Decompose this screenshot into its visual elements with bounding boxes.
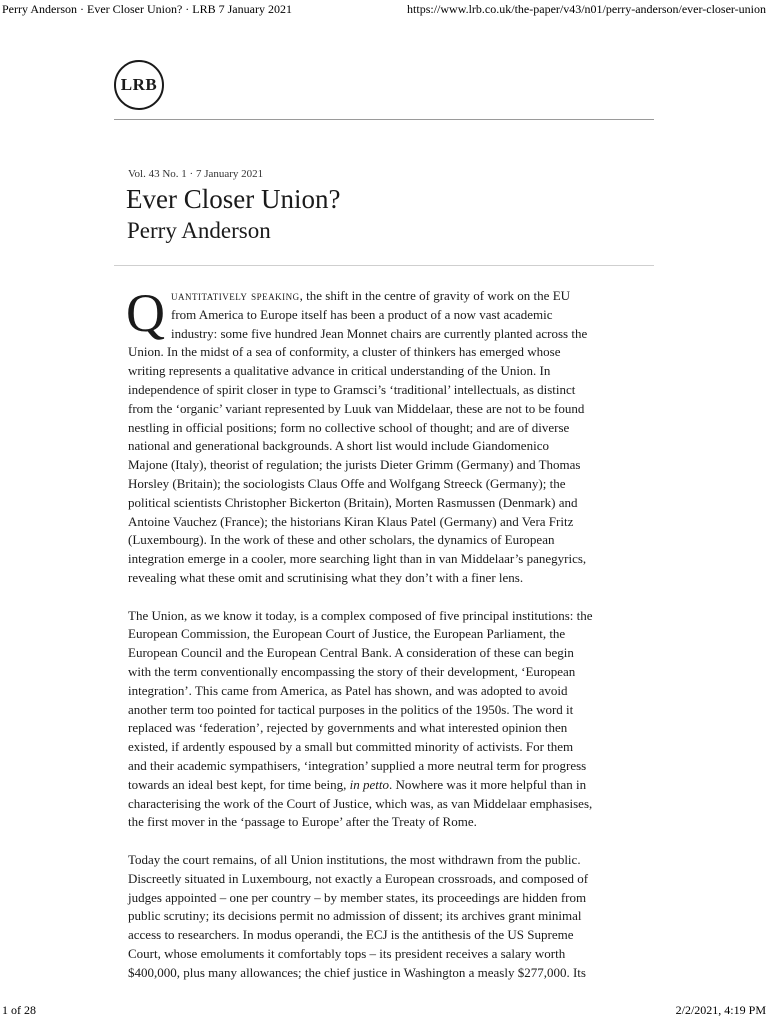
smallcaps-lead: uantitatively speaking	[171, 288, 300, 303]
lrb-logo-text: LRB	[120, 75, 158, 94]
paragraph-3-line: Today the court remains, of all Union institutions, the most withdrawn from the public.	[128, 851, 581, 867]
paragraph-2-line: The Union, as we know it today, is a complex composed of five principal institutions: the	[128, 607, 593, 623]
paragraph-2-line: integration’. This came from America, as Patel has shown, and was adopted to avoid	[128, 682, 568, 698]
paragraph-1-line: political scientists Christopher Bickerton (Britain), Morten Rasmussen (Denmark) and	[128, 494, 578, 510]
italic-line-pre: towards an ideal best kept, for time being,	[128, 776, 350, 792]
article-title: Ever Closer Union?	[126, 184, 341, 214]
paragraph-3-line: judges appointed – one per country – by member states, its proceedings are hidden from	[128, 889, 587, 905]
paragraph-3-line: $400,000, plus many allowances; the chief justice in Washington a measly $277,000. Its	[128, 964, 586, 980]
header-divider	[114, 119, 654, 120]
paragraph-1-line: (Luxembourg). In the work of these and other scholars, the dynamics of European	[128, 532, 555, 548]
page-count: 1 of 28	[2, 1003, 36, 1017]
paragraph-1-line: Union. In the midst of a sea of conformity, a cluster of thinkers has emerged whose	[128, 344, 561, 360]
paragraph-2-line: the first mover in the ‘passage to Europe’ after the Treaty of Rome.	[128, 814, 477, 830]
paragraph-1-line: national and generational backgrounds. A short list would include Giandomenico	[128, 438, 549, 454]
article-body	[126, 283, 642, 1001]
paragraph-2-line-italic	[128, 776, 642, 795]
drop-cap: Q	[126, 283, 165, 343]
print-timestamp: 2/2/2021, 4:19 PM	[675, 1003, 766, 1017]
paragraph-2-line: existed, if ardently espoused by a small but committed minority of activists. For them	[128, 739, 574, 755]
paragraph-1-line: Antoine Vauchez (France); the historians Kiran Klaus Patel (Germany) and Vera Fritz	[128, 513, 574, 529]
paragraph-1-line: nestling in official positions; form no collective school of thought; and are of diverse	[128, 419, 570, 435]
italic-line-post: . Nowhere was it more helpful than in	[389, 776, 587, 792]
print-header-title: Perry Anderson · Ever Closer Union? · LRB 7 January 2021	[2, 2, 292, 16]
print-header	[0, 0, 768, 20]
print-footer	[0, 1002, 768, 1024]
paragraph-1	[126, 283, 642, 588]
issue-line: Vol. 43 No. 1 · 7 January 2021	[128, 168, 264, 180]
paragraph-2-line: European Council and the European Central Bank. A consideration of these can begin	[128, 645, 574, 661]
paragraph-1-line: , the shift in the centre of gravity of work on the EU	[299, 288, 571, 303]
lrb-logo[interactable]	[114, 60, 164, 110]
paragraph-2-line: and their academic sympathisers, ‘integration’ supplied a more neutral term for progress	[128, 757, 587, 773]
paragraph-1-line: Horsley (Britain); the sociologists Claus Offe and Wolfgang Streeck (Germany); the	[128, 475, 566, 491]
paragraph-2-line: another term too pointed for tactical purposes in the politics of the 1950s. The word it	[128, 701, 574, 717]
title-divider	[114, 265, 654, 266]
article-author[interactable]: Perry Anderson	[127, 218, 271, 243]
paragraph-1-line: revealing what these omit and scrutinising what they don’t with a finer lens.	[128, 569, 524, 585]
print-header-url[interactable]: https://www.lrb.co.uk/the-paper/v43/n01/perry-anderson/ever-closer-union	[407, 2, 766, 16]
paragraph-2	[128, 607, 642, 833]
paragraph-3	[128, 851, 642, 983]
paragraph-2-line: replaced was ‘federation’, rejected by governments and what interested opinion then	[128, 720, 568, 736]
paragraph-1-line: integration emerge in a cooler, more searching light than in van Middelaar’s panegyrics,	[128, 551, 587, 567]
paragraph-1-line: independence of spirit closer in type to Gramsci’s ‘traditional’ intellectuals, as distinct	[128, 381, 576, 397]
paragraph-1-line: industry: some five hundred Jean Monnet chairs are currently planted across the	[171, 325, 588, 341]
paragraph-2-line: European Commission, the European Court of Justice, the European Parliament, the	[128, 626, 566, 642]
paragraph-1-line: from America to Europe itself has been a product of a now vast academic	[171, 306, 553, 322]
paragraph-1-line: writing represents a qualitative advance in critical understanding of the Union. In	[128, 363, 551, 379]
paragraph-3-line: access to researchers. In modus operandi, the ECJ is the antithesis of the US Supreme	[128, 927, 574, 943]
paragraph-1-line: from the ‘organic’ variant represented by Luuk van Middelaar, these are not to be found	[128, 400, 585, 416]
italic-phrase: in petto	[349, 776, 390, 792]
paragraph-3-line: public scrutiny; its decisions permit no admission of dissent; its archives grant minimal	[128, 908, 582, 924]
paragraph-2-line: characterising the work of the Court of Justice, which was, as van Middelaar emphasises,	[128, 795, 593, 811]
paragraph-2-line: with the term conventionally encompassing the story of their development, ‘European	[128, 663, 576, 679]
paragraph-1-line: Majone (Italy), theorist of regulation; the jurists Dieter Grimm (Germany) and Thomas	[128, 457, 581, 473]
paragraph-3-line: Discreetly situated in Luxembourg, not exactly a European crossroads, and composed of	[128, 870, 589, 886]
paragraph-3-line: Court, whose emoluments it comfortably tops – its president receives a salary worth	[128, 945, 566, 961]
